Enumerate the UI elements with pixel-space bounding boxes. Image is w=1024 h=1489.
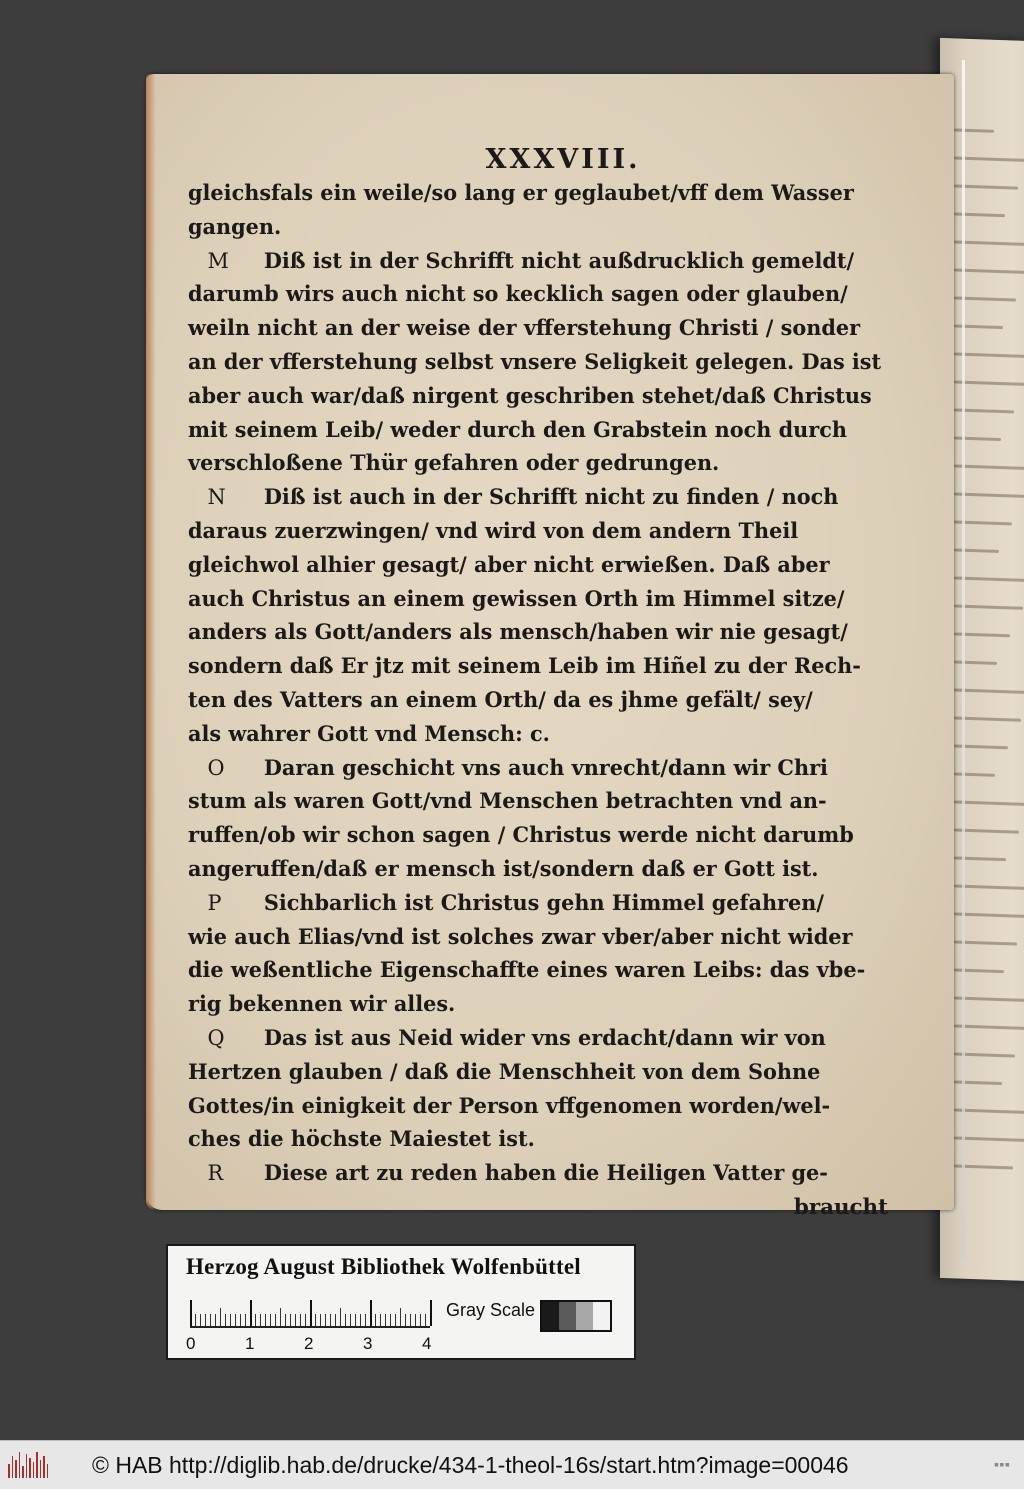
- text-line: [188, 853, 888, 887]
- text-line: [188, 346, 888, 380]
- ruler-tick: [345, 1314, 346, 1326]
- ghost-text-line: [954, 660, 997, 665]
- line-text: aber auch war/daß nirgent geschriben stehet/daß Christus: [188, 383, 872, 409]
- ruler-tick: [360, 1314, 361, 1326]
- section-mark: P: [207, 890, 222, 916]
- gray-swatch: [593, 1302, 610, 1330]
- library-label-card: [166, 1244, 636, 1360]
- ruler-tick: [250, 1300, 252, 1326]
- ruler-tick: [260, 1314, 261, 1326]
- ruler-tick: [270, 1314, 271, 1326]
- text-line: [188, 887, 888, 921]
- line-text: verschloßene Thür gefahren oder gedrungen.: [188, 451, 720, 477]
- ruler-tick: [365, 1314, 366, 1326]
- ruler-number: 3: [363, 1334, 373, 1353]
- text-line: [188, 1022, 888, 1056]
- line-text: Das ist aus Neid wider vns erdacht/dann wir von: [263, 1025, 826, 1051]
- ruler-tick: [325, 1314, 326, 1326]
- library-name: Herzog August Bibliothek Wolfenbüttel: [186, 1254, 581, 1279]
- ruler-baseline: [190, 1326, 430, 1328]
- section-mark: M: [207, 248, 229, 274]
- ruler-tick: [280, 1308, 281, 1326]
- text-line: [188, 1056, 888, 1090]
- text-line: [188, 718, 888, 752]
- ruler-tick: [305, 1314, 306, 1326]
- grayscale-swatches: [540, 1300, 612, 1332]
- text-line: [188, 515, 888, 549]
- line-text: gleichsfals ein weile/so lang er geglaubet/vff dem Wasser: [188, 181, 854, 206]
- gray-swatch: [542, 1302, 559, 1330]
- ghost-text-line: [954, 128, 994, 132]
- text-line: [188, 380, 888, 414]
- text-line: [188, 1123, 888, 1157]
- line-text: weiln nicht an der weise der vfferstehung Christi / sonder: [188, 316, 861, 342]
- gray-swatch: [559, 1302, 576, 1330]
- ruler-tick: [315, 1314, 316, 1326]
- text-line: [188, 684, 888, 718]
- ruler-tick: [320, 1314, 321, 1326]
- line-text: Diß ist auch in der Schrifft nicht zu finden / noch: [263, 485, 839, 511]
- text-line: [188, 752, 888, 786]
- line-text: sondern daß Er jtz mit seinem Leib im Hiñel zu der Rech-: [188, 654, 861, 680]
- line-text: wie auch Elias/vnd ist solches zwar vber/aber nicht wider: [188, 924, 853, 950]
- ruler-tick: [275, 1314, 276, 1326]
- ruler-number: 2: [304, 1334, 314, 1353]
- ruler-numbers: [182, 1334, 452, 1354]
- ruler-tick: [340, 1308, 341, 1326]
- ruler-tick: [375, 1314, 376, 1326]
- text-line: [188, 1157, 888, 1191]
- scale-ruler: [190, 1300, 430, 1326]
- ruler-tick: [425, 1314, 426, 1326]
- text-line: [188, 481, 888, 515]
- line-text: Hertzen glauben / daß die Menschheit von dem Sohne: [188, 1059, 821, 1085]
- line-text: mit seinem Leib/ weder durch den Grabstein noch durch: [188, 417, 848, 443]
- line-text: Sichbarlich ist Christus gehn Himmel gefahren/: [263, 890, 824, 916]
- ruler-tick: [190, 1300, 192, 1326]
- ruler-tick: [265, 1314, 266, 1326]
- ruler-tick: [240, 1314, 241, 1326]
- page-number: XXXVIII.: [485, 144, 641, 175]
- line-text: angeruffen/daß er mensch ist/sondern daß er Gott ist.: [188, 856, 819, 882]
- ruler-tick: [370, 1300, 372, 1326]
- text-line: [188, 278, 888, 312]
- text-line: [188, 785, 888, 819]
- line-text: gangen.: [188, 214, 282, 240]
- section-mark: N: [207, 485, 226, 511]
- ruler-tick: [300, 1314, 301, 1326]
- text-line: [188, 650, 888, 684]
- text-line: [188, 954, 888, 988]
- line-text: an der vfferstehung selbst vnsere Seligkeit gelegen. Das ist: [188, 349, 882, 375]
- ruler-tick: [380, 1314, 381, 1326]
- line-text: Daran geschicht vns auch vnrecht/dann wir Chri: [263, 755, 828, 781]
- ruler-number: 4: [422, 1334, 432, 1353]
- ruler-tick: [230, 1314, 231, 1326]
- page-text-block: [188, 92, 908, 1225]
- text-line: [188, 447, 888, 481]
- text-line: [188, 549, 888, 583]
- ruler-tick: [385, 1314, 386, 1326]
- text-line: [188, 819, 888, 853]
- grayscale-label: Gray Scale: [446, 1300, 536, 1320]
- section-mark: Q: [207, 1025, 225, 1051]
- line-text: gleichwol alhier gesagt/ aber nicht erwießen. Daß aber: [188, 552, 830, 578]
- ruler-tick: [285, 1314, 286, 1326]
- ruler-tick: [290, 1314, 291, 1326]
- ruler-tick: [400, 1308, 401, 1326]
- ruler-tick: [405, 1314, 406, 1326]
- ruler-tick: [245, 1314, 246, 1326]
- ghost-text-line: [954, 548, 999, 553]
- line-text: auch Christus an einem gewissen Orth im Himmel sitze/: [188, 586, 845, 612]
- catchword: braucht: [793, 1194, 888, 1220]
- ruler-tick: [335, 1314, 336, 1326]
- text-line: [188, 921, 888, 955]
- ruler-tick: [225, 1314, 226, 1326]
- ruler-tick: [350, 1314, 351, 1326]
- line-text: die weßentliche Eigenschaffte eines waren Leibs: das vbe-: [188, 958, 866, 984]
- ruler-tick: [200, 1314, 201, 1326]
- copyright-url[interactable]: © HAB http://diglib.hab.de/drucke/434-1-theol-16s/start.htm?image=00046: [92, 1451, 849, 1478]
- ruler-tick: [210, 1314, 211, 1326]
- text-line: [188, 245, 888, 279]
- ruler-tick: [220, 1308, 221, 1326]
- line-text: rig bekennen wir alles.: [188, 992, 456, 1018]
- glass-plate-edge: [962, 60, 965, 1260]
- ghost-text-line: [954, 772, 995, 776]
- ruler-tick: [295, 1314, 296, 1326]
- section-mark: O: [207, 755, 225, 781]
- line-text: daraus zuerzwingen/ vnd wird von dem andern Theil: [188, 518, 799, 544]
- ruler-tick: [390, 1314, 391, 1326]
- text-line: [188, 312, 888, 346]
- text-line: [188, 616, 888, 650]
- line-text: Gottes/in einigkeit der Person vffgenomen worden/wel-: [188, 1093, 831, 1119]
- ruler-tick: [205, 1314, 206, 1326]
- text-line: [188, 583, 888, 617]
- ruler-tick: [255, 1314, 256, 1326]
- footer-bar: [0, 1440, 1024, 1489]
- ruler-tick: [420, 1314, 421, 1326]
- gray-swatch: [576, 1302, 593, 1330]
- ruler-tick: [310, 1300, 312, 1326]
- section-mark: R: [207, 1161, 224, 1187]
- ruler-tick: [330, 1314, 331, 1326]
- hab-logo-icon: [8, 1452, 48, 1478]
- line-text: ten des Vatters an einem Orth/ da es jhme gefält/ sey/: [188, 687, 813, 713]
- text-line: [188, 414, 888, 448]
- ruler-tick: [355, 1314, 356, 1326]
- ruler-tick: [415, 1314, 416, 1326]
- line-text: stum als waren Gott/vnd Menschen betrachten vnd an-: [188, 789, 827, 815]
- ruler-tick: [215, 1314, 216, 1326]
- line-text: als wahrer Gott vnd Mensch: c.: [188, 721, 550, 747]
- text-line: [188, 988, 888, 1022]
- text-lines: [188, 177, 908, 1191]
- line-text: darumb wirs auch nicht so kecklich sagen oder glauben/: [188, 282, 848, 308]
- text-line: [188, 1090, 888, 1124]
- ruler-tick: [235, 1314, 236, 1326]
- line-text: ruffen/ob wir schon sagen / Christus werde nicht darumb: [188, 823, 854, 849]
- ruler-tick: [195, 1314, 196, 1326]
- ruler-number: 0: [186, 1334, 196, 1353]
- ruler-tick: [410, 1314, 411, 1326]
- ruler-tick: [395, 1314, 396, 1326]
- line-text: ches die höchste Maiestet ist.: [188, 1127, 535, 1153]
- text-line: [188, 211, 888, 245]
- line-text: Diß ist in der Schrifft nicht außdrucklich gemeldt/: [263, 248, 855, 274]
- ruler-tick: [430, 1300, 432, 1326]
- line-text: anders als Gott/anders als mensch/haben wir nie gesagt/: [188, 620, 848, 646]
- line-text: Diese art zu reden haben die Heiligen Vatter ge-: [263, 1161, 828, 1187]
- text-line: [188, 177, 888, 211]
- ruler-number: 1: [245, 1334, 255, 1353]
- footer-mark-icon: ▪▪▪: [993, 1460, 1010, 1470]
